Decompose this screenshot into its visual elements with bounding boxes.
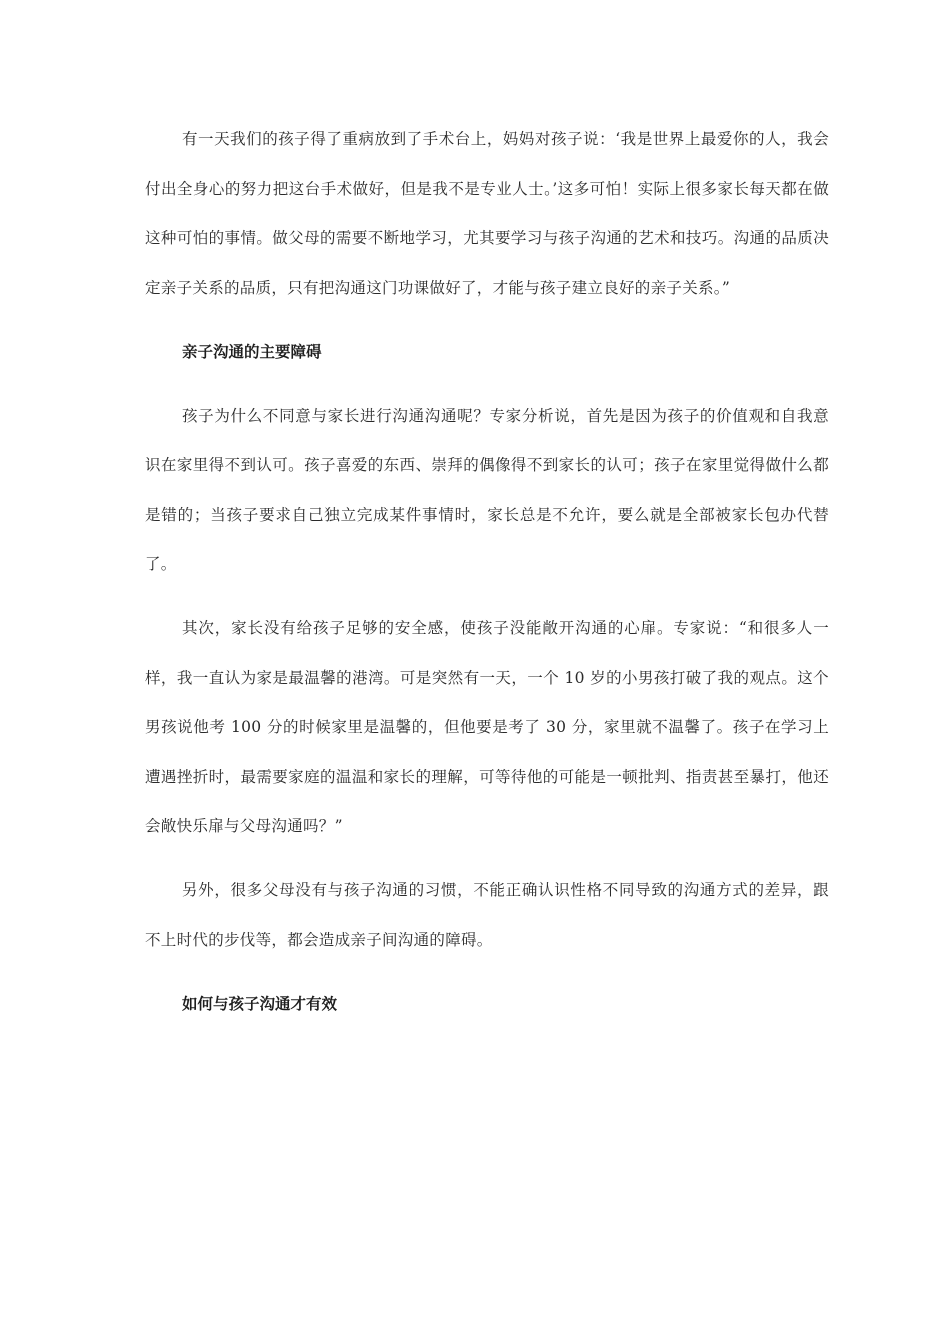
section-heading-obstacles: 亲子沟通的主要障碍	[182, 342, 322, 361]
paragraph-recognition: 孩子为什么不同意与家长进行沟通沟通呢？专家分析说，首先是因为孩子的价值观和自我意识在家里得不到认可。孩子喜爱的东西、崇拜的偶像得不到家长的认可；孩子在家里觉得做什么都是错的；当孩子要求自己独立完成某件事情时，家长总是不允许，要么就是全部被家长包办代替了。	[145, 406, 829, 573]
paragraph-security: 其次，家长没有给孩子足够的安全感，使孩子没能敞开沟通的心扉。专家说：“和很多人一样，我一直认为家是最温馨的港湾。可是突然有一天，一个 10 岁的小男孩打破了我的观点。这个男孩说他考 100 分的时候家里是温馨的，但他要是考了 30 分，家里就不温馨了。孩子在学习上遭遇挫折时，最需要家庭的温温和家长的理解，可等待他的可能是一顿批判、指责甚至暴打，他还会敞快乐扉与父母沟通吗？”	[145, 619, 829, 835]
paragraph-opening-story: 有一天我们的孩子得了重病放到了手术台上，妈妈对孩子说：‘我是世界上最爱你的人，我会付出全身心的努力把这台手术做好，但是我不是专业人士。’这多可怕！实际上很多家长每天都在做这种可怕的事情。做父母的需要不断地学习，尤其要学习与孩子沟通的艺术和技巧。沟通的品质决定亲子关系的品质，只有把沟通这门功课做好了，才能与孩子建立良好的亲子关系。”	[145, 130, 829, 297]
paragraph-gap	[145, 313, 829, 328]
paragraph-gap	[145, 965, 829, 980]
paragraph-habits: 另外，很多父母没有与孩子沟通的习惯，不能正确认识性格不同导致的沟通方式的差异，跟不上时代的步伐等，都会造成亲子间沟通的障碍。	[145, 881, 829, 949]
paragraph-gap	[145, 590, 829, 605]
section-heading-effective-communication: 如何与孩子沟通才有效	[182, 994, 338, 1013]
document-body	[145, 115, 829, 1029]
paragraph-gap	[145, 852, 829, 867]
paragraph-gap	[145, 377, 829, 392]
